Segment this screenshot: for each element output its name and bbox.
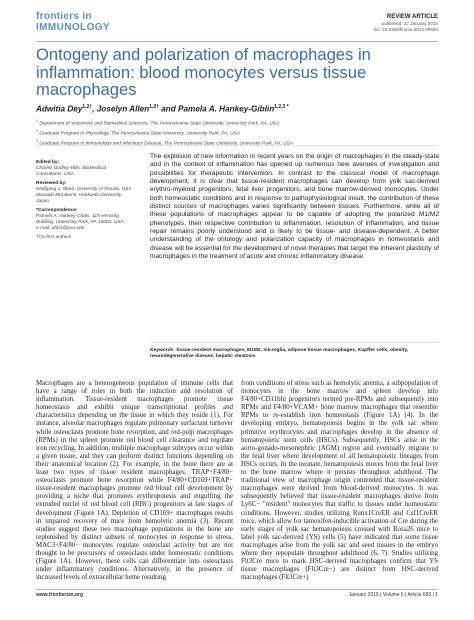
edited-by: Charles Dudley Mills, BioMedical Consultants, USA [36, 166, 106, 177]
cofirst-note: †Co-first authors [36, 235, 72, 240]
affiliation-item [36, 138, 456, 148]
affiliation-sup: 2 [36, 129, 38, 133]
author-name[interactable]: Adwitia Dey [36, 104, 83, 114]
footer-website[interactable]: www.frontiersin.org [36, 592, 84, 598]
abstract: The explosion of new information in recent years on the origin of macrophages in the steady-state and in the context of inflammation has opened up numerous new avenues of investigation and possibilities for therapeutic intervention. In contrast to the classical model of macrophage development, it is clear that tissue-resident macrophages can develop from yolk sac-derived erythro-myeloid progenitors, fetal liver progenitors, and bone marrow-derived monocytes. Under both homeostatic conditions and in response to pathophysiological insult, the contribution of these distinct sources of macrophages varies significantly between tissues. Furthermore, while all of these populations of macrophages appear to be capable of adopting the polarized M1/M2 phenotypes, their respective contribution to inflammation, resolution of inflammation, and tissue repair remains poorly understood and is likely to be tissue- and disease-dependent. A better understanding of the ontology and polarization capacity of macrophages in homeostasis and disease will be essential for the development of novel therapies that target the inherent plasticity of macrophages in the treatment of acute and chronic inflammatory disease. [150, 153, 439, 261]
affiliation-item [36, 118, 456, 128]
section-divider [36, 145, 438, 146]
editorial-sidebar [36, 157, 132, 241]
published-date: published: 22 January 2015 [381, 21, 438, 26]
affiliations [36, 118, 456, 148]
correspondence-address: Pamela A. Hankey-Giblin, 115 Henning Building, University Park, PA 16802, USA [36, 214, 124, 225]
header-rule [36, 41, 438, 42]
article-title: Ontogeny and polarization of macrophages in inflammation: blood monocytes versus tissue macrophages [36, 45, 371, 99]
article-type: REVIEW ARTICLE [386, 14, 438, 20]
author-sup: 1,2,3 * [274, 104, 289, 110]
keywords [150, 348, 439, 360]
correspondence-email[interactable]: e-mail: phh1@psu.edu [36, 226, 85, 231]
reviewer: Wolfgang J. Streit, University of Florida, USA [36, 187, 132, 192]
author-sup: 1,2† [82, 104, 93, 110]
author-list: Adwitia Dey$^{1,2\dagger}$, Joselyn Allen$^{1,2\dagger}$ and Pamela A. Hankey-Giblin$^{1,2,3 *}$ [36, 104, 289, 114]
journal-logo [36, 11, 110, 34]
keywords-list: tissue-resident macrophages, M1M2, microglia, adipose tissue macrophages, Kupffer cells, obesity, neurodegenerative disease, hepatic steatosis [150, 348, 409, 360]
keywords-label: Keywords: [150, 348, 176, 353]
correspondence-label: *Correspondence: [36, 208, 78, 213]
footer-issue: January 2015 | Volume 5 | Article 683 | 1 [348, 592, 438, 598]
journal-name-line1: frontiers in [36, 11, 92, 22]
body-column-right: from conditions of stress such as hemolytic anemia, a subpopulation of monocytes in the bone marrow and spleen develop into F4/80+CD11bhi progenitors termed pre-RPMs and subsequently into RPMs and F4/80+VCAM+ bone marrow macrophages that resemble RPMs to re-establish iron homeostasis (Figure 1A) (4). In the developing embryo, hematopoiesis begins in the yolk sac where primitive erythrocytes and macrophages develop in the absence of hematopoietic stem cells (HSCs). Subsequently, HSCs arise in the aorto-gonado-mesonephric (AGM) region and eventually migrate to the fetal liver where development of all hematopoietic lineages from HSCs occurs. In the neonate, hematopoiesis moves from the fetal liver to the bone marrow where it persists throughout adulthood. The traditional view of macrophage origin contended that tissue-resident macrophages were derived from blood-derived monocytes. It was subsequently believed that tissue-resident macrophages derive from Ly6C− "resident" monocytes that traffic to tissues under homeostatic conditions. However, studies utilizing Runx1CreER and Csf1CreER mice, which allow for tamoxifen-inducible activation of Cre during the early stages of yolk sac hematopoiesis crossed with Rosa26 mice to label yolk sac-derived (YS) cells (5) have indicated that some tissue macrophages arise from the yolk sac and seed tissues in the embryo where they repopulate throughout adulthood (6, 7). Studies utilizing Flt3Cre mice to mark HSC-derived macrophages confirm that YS tissue macrophages (Flt3Cre−) are distinct from HSC-derived macrophages (Flt3Cre+) [241, 380, 438, 582]
affiliation-sup: 3 [36, 139, 38, 143]
journal-name-line2: IMMUNOLOGY [36, 22, 110, 33]
footer-rule [36, 589, 438, 590]
affiliation-item [36, 128, 456, 138]
author-sup: 1,2† [149, 104, 159, 110]
body-column-left: Macrophages are a heterogeneous population of immune cells that have a range of roles in both the induction and resolution of inflammation. Tissue-resident macrophages promote tissue homeostasis and exhibit unique transcriptional profiles and characteristics depending on the tissue in which they reside (1). For instance, alveolar macrophages regulate pulmonary surfactant turnover while osteoclasts promote bone resorption, and red-pulp macrophages (RPMs) in the spleen promote red blood cell clearance and regulate iron recycling. In addition, multiple macrophage subtypes occur within a given tissue, and they can perform distinct functions depending on their anatomical location (2). For example, in the bone there are at least two types of tissue resident macrophages. TRAP+F4/80− osteoclasts promote bone resorption while F4/80+CD169+TRAP− tissue-resident macrophages promote red blood cell development by providing a niche that promotes erythropoiesis and engulfing the extruded nuclei of red blood cell (RBC) progenitors at late stages of development (Figure 1A). Depletion of CD169+ macrophages results in impaired recovery of mice from hemolytic anemia (3). Recent studies suggest these two macrophage populations in the bone are replenished by distinct subsets of monocytes in response to stress. MAC3+F4/80− monocytes regulate osteoclast activity but are not thought to be precursors of osteoclasts under homeostatic conditions (Figure 1A). However, these cells can differentiate into osteoclasts under inflammatory conditions. Alternatively, in the presence of increased levels of extracellular heme resulting [36, 380, 233, 582]
edited-by-label: Edited by: [36, 160, 60, 165]
keywords-rule [150, 342, 439, 343]
doi[interactable]: doi: 10.3389/fimmu.2014.00683 [373, 26, 438, 32]
author-name[interactable]: Joselyn Allen [96, 104, 150, 114]
affiliation-text: Graduate Program in Physiology, The Pennsylvania State University, University Park, PA, USA [39, 131, 240, 137]
reviewed-by-label: Reviewed by: [36, 181, 67, 186]
author-name[interactable]: Pamela A. Hankey-Giblin [178, 104, 275, 114]
article-meta [373, 14, 438, 32]
affiliation-sup: 1 [36, 119, 38, 123]
affiliation-text: Department of Veterinary and Biomedical Sciences, The Pennsylvania State University, University Park, PA, USA [39, 121, 280, 127]
reviewer: Masaaki Murakami, Hokkaido University, Japan [36, 193, 123, 204]
